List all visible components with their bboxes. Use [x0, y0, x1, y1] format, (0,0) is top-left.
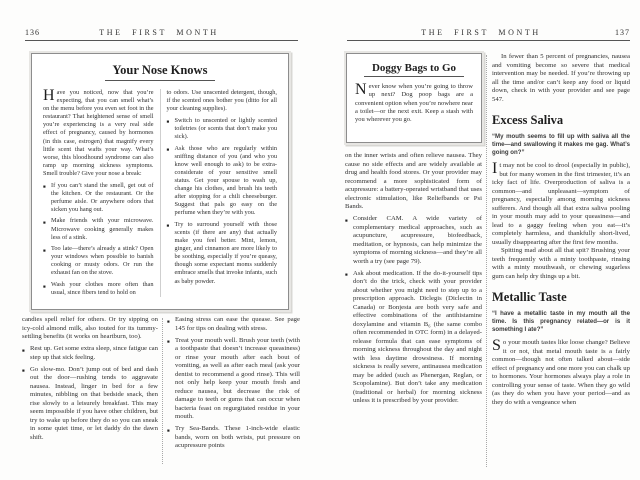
doggy-dropcap: N: [355, 81, 367, 98]
doggy-bags-box: [346, 53, 482, 143]
reader-question: “I have a metallic taste in my mouth all the time. Is this pregnancy related—or is it something I ate?”: [492, 310, 630, 333]
body-bullet: ■ Go slow-mo. Don’t jump out of bed and dash out the door—rushing tends to aggravate nausea. Instead, linger in bed for a few minutes, nibbling on that bedside snack, then rise slowly to a leisurely breakfast. This may seem impossible if you have other children, but try to wake up before they do so you can sneak in some quiet time, or let daddy do the dawn shift.: [22, 366, 158, 443]
section-heading-metallic-taste: Metallic Taste: [492, 290, 567, 304]
body-bullet: ■ Ask about medication. If the do-it-yourself tips don’t do the trick, check with your provider about whether you might need to step up to a prescription approach. Diclegis (Diclectin in Canada) or Bonjesta are both very safe and effective combinations of the antihistamine doxylamine and vitamin B₆ (the same combo often recommended in OTC form) in a delayed-release formula that can ease symptoms of morning sickness throughout the day and night with less daytime drowsiness. If morning sickness is really severe, antinausea medication may be added (such as Phenergan, Reglan, or Scopolamine). But don’t take any medication (traditional or herbal) for morning sickness unless it is prescribed by your provider.: [345, 270, 482, 406]
body-bullet: ■ Rest up. Get some extra sleep, since fatigue can step up that sick feeling.: [22, 345, 158, 362]
body-bullet: ■ Treat your mouth well. Brush your teeth (with a toothpaste that doesn’t increase queasiness) or rinse your mouth after each bout of vomiting, as well as after each meal (ask your dentist to recommend a good rinse). This will not only help keep your mouth fresh and reduce nausea, but decrease the risk of damage to teeth or gums that can occur when bacteria feast on regurgitated residue in your mouth.: [167, 337, 300, 422]
right-running-head: THE FIRST MONTH: [421, 28, 541, 37]
nose-box-column-divider: [160, 89, 161, 297]
section-heading-excess-saliva: Excess Saliva: [492, 113, 564, 127]
answer-followup: Spitting mad about all that spit? Brushing your teeth frequently with a minty toothpaste, rinsing with a minty mouthwash, or chewing sugarless gum can help dry things up a bit.: [492, 247, 630, 280]
right-page-number: 137: [615, 28, 630, 37]
nose-bullet: ■ Make friends with your microwave. Microwave cooking generally makes less of a stink.: [43, 217, 154, 241]
left-body-col2: [167, 316, 300, 468]
body-bullet: ■ Try Sea-Bands. These 1-inch-wide elastic bands, worn on both wrists, put pressure on acupressure points: [167, 425, 300, 451]
nose-box-title: Your Nose Knows: [105, 63, 216, 81]
left-body-col1: [22, 316, 158, 468]
nose-bullet: ■ Too late—there’s already a stink? Open your windows when possible to banish cooking or musty odors. Or run the exhaust fan on the stove.: [43, 245, 154, 277]
qa-intro: In fewer than 5 percent of pregnancies, nausea and vomiting become so severe that medical intervention may be needed. If you’re throwing up all the time and/or can’t keep any food or liquid down, check in with your provider and see page 547.: [492, 53, 630, 103]
your-nose-knows-box: [31, 53, 289, 310]
nose-bullet: ■ Wash your clothes more often than usual, since fibers tend to hold on: [43, 281, 154, 297]
right-col1: [345, 152, 482, 470]
answer-paragraph: So your mouth tastes like loose change? Believe it or not, that metal mouth taste is a fairly common—though not often talked about—side effect of pregnancy and one more you can chalk up to hormones. Your hormones always play a role in controlling your sense of taste. When they go wild (as they do when you have your period—and as they do with a vengeance when: [492, 337, 630, 406]
body-continuation: on the inner wrists and often relieve nausea. They cause no side effects and are widely available at drug and health food stores. Or your provider may recommend a more sophisticated form of acupressure: a battery-operated wristband that uses electronic stimulation, like Reliefbands or Psi Bands.: [345, 152, 482, 210]
nose-bullet: ■ Try to surround yourself with those scents (if there are any) that actually make you feel better. Mint, lemon, ginger, and cinnamon are more likely to be soothing, especially if you’re queasy, though some expectant moms suddenly embrace smells that invoke infants, such as baby powder.: [167, 221, 278, 286]
nose-bullet: ■ Switch to unscented or lightly scented toiletries (or scents that don’t make you sick).: [167, 117, 278, 141]
nose-box-intro: Have you noticed, now that you’re expecting, that you can smell what’s on the menu before you even set foot in the restaurant? That heightened sense of smell you’re experiencing is a very real side effect of pregnancy, caused by hormones (in this case, estrogen) that magnify every little scent that wafts your way. What’s worse, this bloodhound syndrome can also ramp up morning sickness symptoms. Smell trouble? Give your nose a break:: [43, 87, 154, 177]
body-bullet: ■ Consider CAM. A wide variety of complementary medical approaches, such as acupuncture, acupressure, biofeedback, meditation, or hypnosis, can help minimize the symptoms of morning sickness—and they’re all worth a try (see page 79).: [345, 215, 482, 266]
nose-bullet: ■ Ask those who are regularly within sniffing distance of you (and who you know well enough to ask) to be extra-considerate of your sensitive smell status. Get your spouse to wash up, change his clothes, and brush his teeth after stopping for a chili cheeseburger. Suggest that pals go easy on the perfume when they’re with you.: [167, 145, 278, 218]
left-body-column-divider: [162, 318, 163, 464]
left-head-rule: [25, 40, 298, 41]
right-page: [320, 0, 640, 480]
left-page-number: 136: [25, 28, 40, 37]
nose-bullet: ■ If you can’t stand the smell, get out of the kitchen. Or the restaurant. Or the perfume aisle. Or anywhere odors that sicken you hang out.: [43, 182, 154, 214]
answer-dropcap: I: [492, 160, 498, 177]
left-running-head: THE FIRST MONTH: [99, 28, 219, 37]
answer-dropcap: S: [492, 337, 501, 354]
body-continuation: candies spell relief for others. Or try sipping on icy-cold almond milk, also touted for its tummy-settling benefits (it works on heartburn, too).: [22, 316, 158, 340]
right-head-rule: [347, 40, 630, 41]
doggy-box-title: Doggy Bags to Go: [364, 62, 464, 77]
body-bullet: ■ Easing stress can ease the quease. See page 145 for tips on dealing with stress.: [167, 316, 300, 333]
nose-box-continuation: to odors. Use unscented detergent, though, if the scented ones bother you (ditto for all your cleaning supplies).: [166, 89, 277, 113]
reader-question: “My mouth seems to fill up with saliva all the time—and swallowing it makes me gag. What’s going on?”: [492, 133, 630, 156]
right-col2: [492, 53, 630, 471]
right-column-divider: [486, 55, 487, 467]
doggy-box-text: Never know when you’re going to throw up next? Dog poop bags are a convenient option when you’re nowhere near a toilet—or the next exit. Keep a stash with you wherever you go.: [355, 81, 473, 124]
nose-dropcap: H: [43, 87, 55, 104]
answer-paragraph: It may not be cool to drool (especially in public), but for many women in the first trimester, it’s an icky fact of life. Overproduction of saliva is a common—and unpleasant—symptom of pregnancy, especially among morning sickness sufferers. And though all that extra saliva pooling in your mouth may add to your queasiness—and lead to a gaggy feeling when you eat—it’s completely harmless, and thankfully short-lived, usually disappearing after the first few months.: [492, 160, 630, 246]
